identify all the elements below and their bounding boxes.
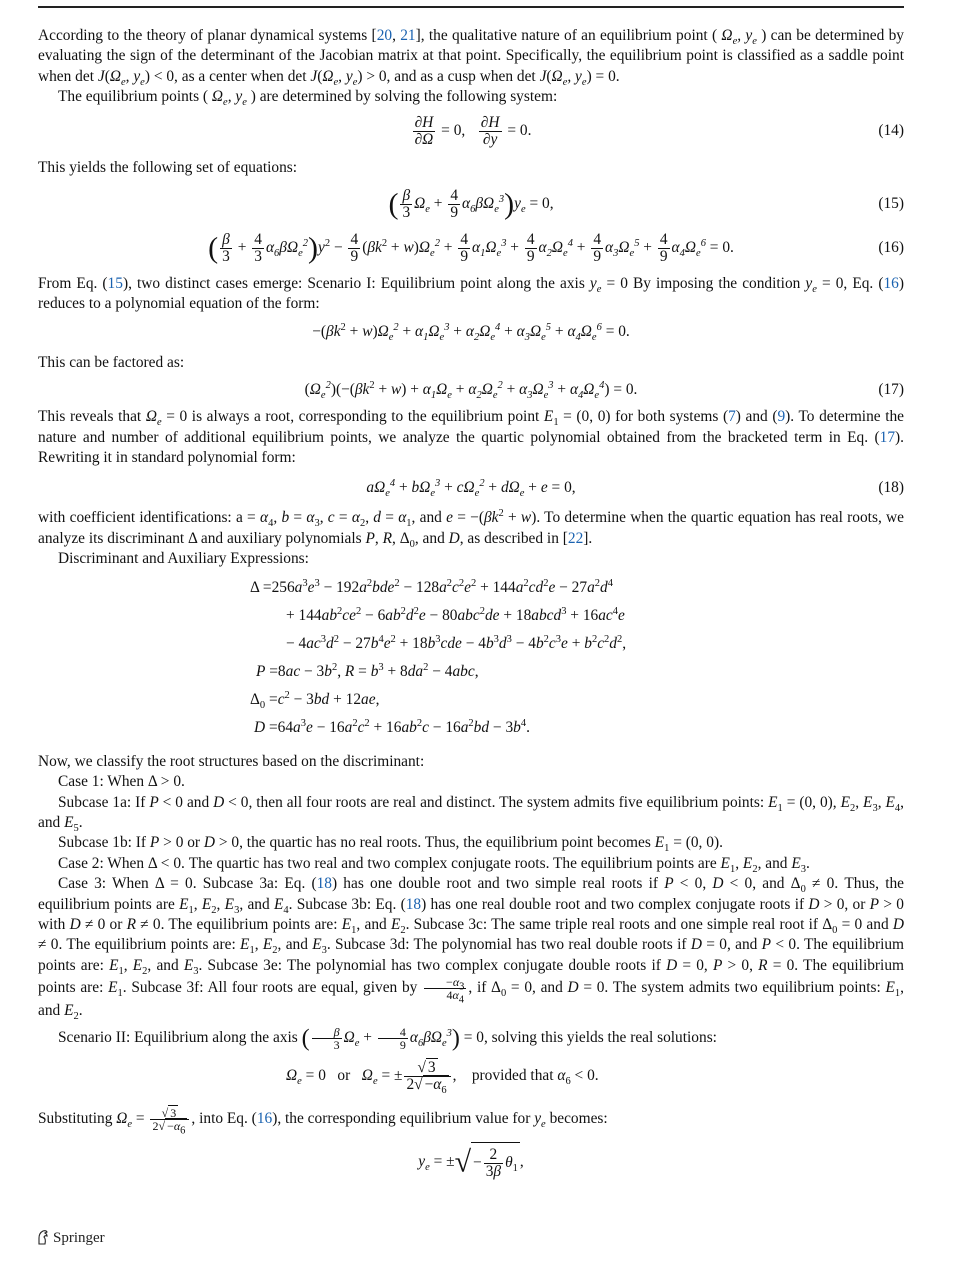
springer-horse-icon: [36, 1229, 50, 1245]
discriminant-line-3: − $4ac^3d^2 - 27b^4e^2 + 18b^3cde - 4b^3d^3 - 4b^2c^3e + b^2c^2d^2$,: [286, 633, 627, 652]
equation-number: (17): [878, 381, 904, 399]
equation-18: $a\Omega_e^4 + b\Omega_e^3 + c\Omega_e^2 + d\Omega_e + e = 0$, (18): [38, 468, 904, 508]
footer-publisher: [36, 1228, 105, 1248]
equation-polynomial: $-(\beta k^2 + w)\Omega_e^2 + \alpha_1\Omega_e^3 + \alpha_2\Omega_e^4 + \alpha_3\Omega_e^5 + \alpha_4\Omega_e^6 = 0$.: [312, 321, 630, 343]
equation-number: (18): [878, 479, 904, 497]
paragraph-discriminant-heading: Discriminant and Auxiliary Expressions:: [58, 550, 309, 568]
page-body: [38, 26, 904, 1190]
equation-14: $\frac{\partial H}{\partial\Omega}$ = 0, $\frac{\partial H}{\partial y}$ = 0. (14): [38, 108, 904, 154]
paragraph-scenario-one: From Eq. (15), two distinct cases emerge: Scenario I: Equilibrium point along the axis $y_e = 0$ By imposing the condition $y_e = 0$, Eq. (16) reduces to a polynomial equation of the form:: [38, 275, 904, 313]
paragraph-system-intro: The equilibrium points ( $\Omega_e$, $y_e$ ) are determined by solving the following system:: [58, 88, 558, 109]
paragraph-case1: Case 1: When Δ > 0.: [58, 773, 185, 791]
auxiliary-delta0: $\Delta_0 =c^2 - 3bd + 12ae$,: [250, 689, 380, 711]
auxiliary-p-r: $P =8ac - 3b^2$, $R = b^3 + 8da^2 - 4abc$,: [256, 661, 479, 680]
top-rule: [38, 6, 904, 8]
discriminant-line-1: $\Delta =256a^3e^3 - 192a^2bde^2 - 128a^2c^2e^2 + 144a^2cd^2e - 27a^2d^4$: [250, 577, 613, 596]
paragraph-jacobian: According to the theory of planar dynamical systems [20, 21], the qualitative nature of an equilibrium point ( $\Omega_e$, $y_e$ ) can be determined by evaluating the sign of the determinant of the Jacobian matrix at that point. Specifically, the equilibrium point is classified as a saddle point when $\det J(\Omega_e$, $y_e) < 0$, as a center when $\det J(\Omega_e$, $y_e) > 0$, and as a cusp when $\det J(\Omega_e$, $y_e) = 0$.: [38, 27, 905, 88]
paragraph-case2: Case 2: When Δ < 0. The quartic has two real and two complex conjugate roots. The equilibrium points are $E_1$, $E_2$, and $E_3$.: [58, 854, 810, 875]
paragraph-yields: This yields the following set of equations:: [38, 158, 298, 176]
discriminant-line-2: + $144ab^2ce^2 - 6ab^2d^2e - 80abc^2de$ + 18abcd$^3$ + $16ac^4e$: [286, 605, 625, 624]
equation-number: (14): [878, 121, 904, 139]
equation-16: ( $\frac{\beta}{3}$ + $\frac{4}{3}$ $\alpha_6\beta\Omega_e^2)y^2$ − $\frac{4}{9}$ $(\beta k^2 + w)\Omega_e^2$ + $\frac{4}{9}$ $\alpha_1\Omega_e^3$ + $\frac{4}{9}$ $\alpha_2\Omega_e^4$ + $\frac{4}{9}$ $\alpha_3\Omega_e^5$ + $\frac{4}{9}$ $\alpha_4\Omega_e^6 = 0$. (16): [38, 226, 904, 270]
equation-ye-solution: $y_e$ = ±√ − $\frac{2}{3\beta}$ $\theta_1$ ,: [38, 1134, 904, 1190]
auxiliary-d: $D =64a^3e - 16a^2c^2 + 16ab^2c - 16a^2bd - 3b^4$.: [254, 717, 530, 736]
paragraph-substituting: Substituting $\Omega_e$ = $\frac{√ 3}{2√ -\alpha_6}$ , into Eq. (16), the corresponding equilibrium value for $y_e$ becomes:: [38, 1105, 608, 1136]
equation-omega-solutions: $\Omega_e = 0$ or $\Omega_e$ = ± $\frac{√ 3}{2√ -\alpha_6}$ , provided that $\alpha_6 < 0$.: [286, 1058, 599, 1096]
paragraph-coefficients: with coefficient identifications: $a = \alpha_4$, $b = \alpha_3$, $c = \alpha_2$, $d = \alpha_1$, and $e = -(\beta k^2 + w)$. To determine when the quartic equation has real roots, we analyze its discriminant Δ and auxiliary polynomials P, R, $\Delta_0$, and D, as described in [22].: [38, 508, 904, 550]
paragraph-factored: This can be factored as:: [38, 353, 185, 371]
paragraph-root-reveal: This reveals that $\Omega_e = 0$ is always a root, corresponding to the equilibrium point $E_1 = (0$, 0) for both systems (7) and (9). To determine the nature and number of additional equilibrium points, we analyze the quartic polynomial obtained from the bracketed term in Eq. (17). Rewriting it in standard polynomial form:: [38, 408, 904, 467]
paragraph-scenario-two: Scenario II: Equilibrium along the axis ( $\frac{\beta}{3}$ $\Omega_e$ + $\frac{4}{9}$ $\alpha_6\beta\Omega_e^3) = 0$, solving this yields the real solutions:: [58, 1024, 717, 1052]
paragraph-classify: Now, we classify the root structures based on the discriminant:: [38, 752, 425, 770]
equation-number: (16): [878, 239, 904, 257]
paragraph-subcase1b: Subcase 1b: If P > 0 or D > 0, the quartic has no real roots. Thus, the equilibrium point becomes $E_1 = (0$, 0).: [58, 834, 723, 855]
paragraph-subcase1a: Subcase 1a: If P < 0 and D < 0, then all four roots are real and distinct. The system admits five equilibrium points: $E_1 = (0$, 0), $E_2$, $E_3$, $E_4$, and $E_5$.: [38, 793, 904, 834]
equation-17: $(\Omega_e^2)(-(\beta k^2 + w) + \alpha_1\Omega_e + \alpha_2\Omega_e^2 + \alpha_3\Omega_e^3 + \alpha_4\Omega_e^4) = 0$. (17): [38, 373, 904, 407]
equation-number: (15): [878, 195, 904, 213]
discriminant-block: [250, 574, 904, 742]
equation-15: ( $\frac{\beta}{3}$ $\Omega_e$ + $\frac{4}{9}$ $\alpha_6\beta\Omega_e^3)y_e = 0$, (15): [38, 182, 904, 226]
publisher-name: Springer: [53, 1230, 105, 1246]
paragraph-case3: Case 3: When Δ = 0. Subcase 3a: Eq. (18) has one double root and two simple real roots if P < 0, D < 0, and $\Delta_0 \ne 0$. Thus, the equilibrium points are $E_1$, $E_2$, $E_3$, and $E_4$. Subcase 3b: Eq. (18) has one real double root and two complex conjugate roots if D > 0, or P > 0 with D ≠ 0 or R ≠ 0. The equilibrium points are: $E_1$, and $E_2$. Subcase 3c: The same triple real roots and one simple real root if $\Delta_0 = 0$ and D ≠ 0. The equilibrium points are: $E_1$, $E_2$, and $E_3$. Subcase 3d: The polynomial has two real double roots if D = 0, and P < 0. The equilibrium points are: $E_1$, $E_2$, and $E_3$. Subcase 3e: The polynomial has two complex conjugate double roots if D = 0, P > 0, R = 0. The equilibrium points are: $E_1$. Subcase 3f: All four roots are equal, given by $\frac{-\alpha_3}{4\alpha_4}$ , if $\Delta_0 = 0$, and D = 0. The system admits two equilibrium points: $E_1$, and $E_2$.: [38, 875, 905, 1023]
